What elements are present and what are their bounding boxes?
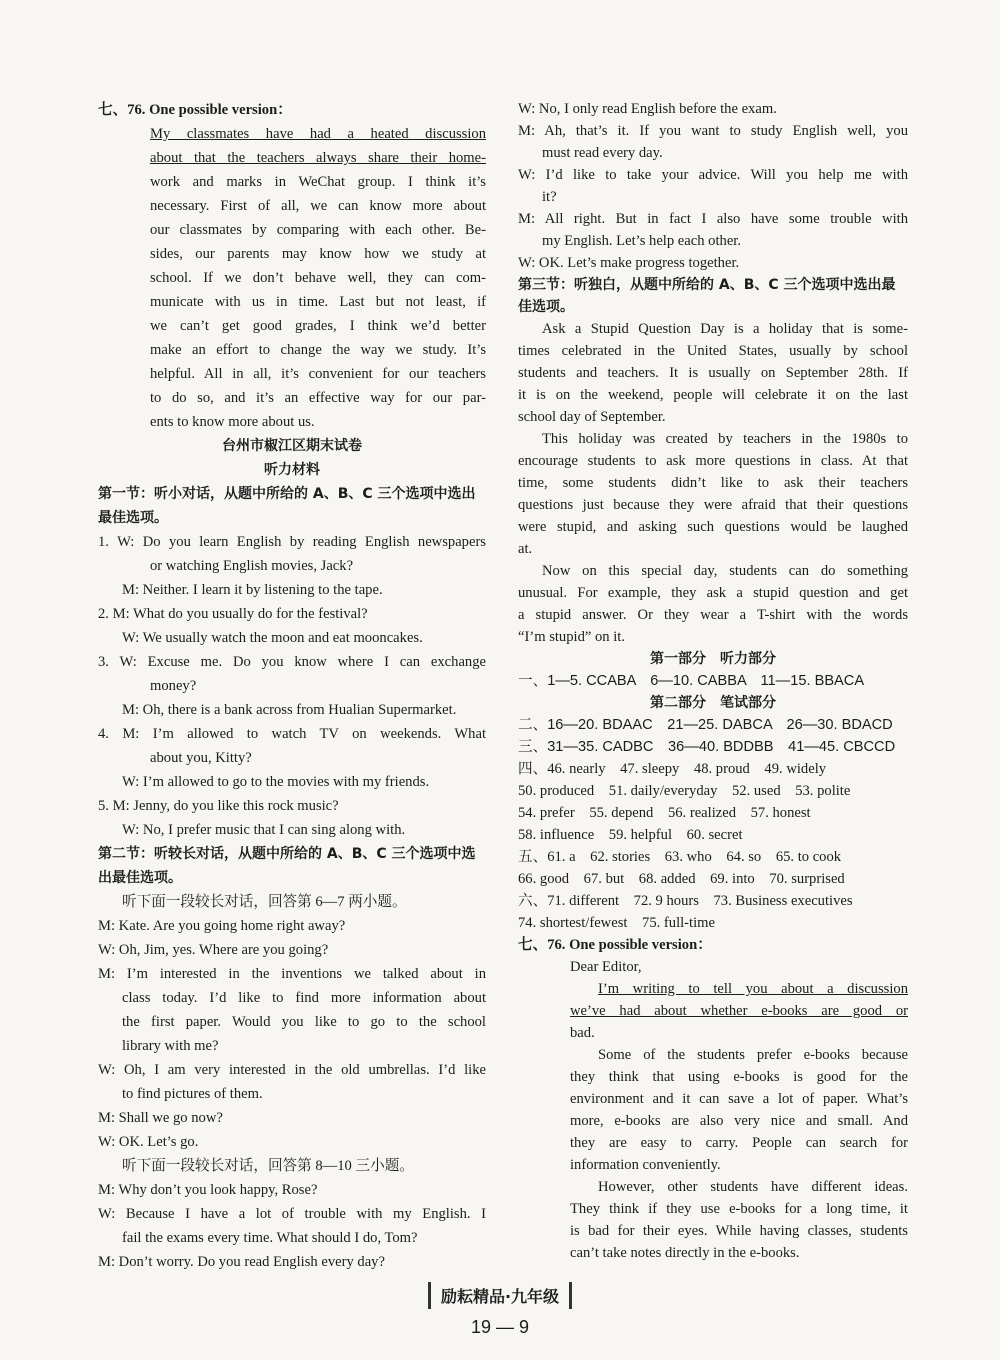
right-text-line: environment and it can save a lot of paper. What’s [570, 1091, 908, 1107]
left-text-line: 3. W: Excuse me. Do you know where I can exchange [98, 654, 486, 670]
right-text-line: 六、71. different 72. 9 hours 73. Business executives [518, 893, 853, 909]
right-text-line: Some of the students prefer e-books because [598, 1047, 908, 1063]
left-text-line: 4. M: I’m allowed to watch TV on weekends. What [98, 726, 486, 742]
right-text-line: M: All right. But in fact I also have some trouble with [518, 211, 908, 227]
left-text-line: to do so, and it’s an effective way for our par- [150, 390, 486, 406]
left-text-line: M: Shall we go now? [98, 1110, 223, 1126]
right-text-line: However, other students have different ideas. [598, 1179, 908, 1195]
left-text-line: 2. M: What do you usually do for the festival? [98, 606, 368, 622]
left-text-line: M: Kate. Are you going home right away? [98, 918, 346, 934]
right-text-line: were stupid, and asking such questions would be laughed [518, 519, 908, 535]
right-column [518, 98, 908, 1264]
right-text-line: 七、76. One possible version： [518, 937, 712, 953]
left-text-line: M: Don’t worry. Do you read English every day? [98, 1254, 385, 1270]
right-text-line: a stupid answer. Or they wear a T-shirt with the words [518, 607, 908, 623]
right-text-line: they think that using e-books is good for the [570, 1069, 908, 1085]
right-text-line: school day of September. [518, 409, 666, 425]
right-text-line: 五、61. a 62. stories 63. who 64. so 65. to cook [518, 849, 842, 865]
right-text-line: is bad for their eyes. While having classes, students [570, 1223, 908, 1239]
left-column [98, 98, 486, 1274]
right-text-line: bad. [570, 1025, 595, 1041]
left-text-line: M: Oh, there is a bank across from Hualian Supermarket. [122, 702, 457, 718]
left-text-line: M: Neither. I learn it by listening to the tape. [122, 582, 383, 598]
left-text-line: helpful. All in all, it’s convenient for our teachers [150, 366, 486, 382]
right-text-line: W: I’d like to take your advice. Will you help me with [518, 167, 908, 183]
left-text-line: 听下面一段较长对话，回答第 8—10 三小题。 [122, 1158, 414, 1174]
left-text-line: to find pictures of them. [122, 1086, 263, 1102]
left-text-line: money? [150, 678, 197, 694]
left-text-line: W: Because I have a lot of trouble with my English. I [98, 1206, 486, 1222]
page-number: 19 — 9 [470, 1317, 530, 1337]
left-text-line: 听力材料 [264, 462, 320, 478]
left-text-line: necessary. First of all, we can know more about [150, 198, 486, 214]
left-text-line: 第一节：听小对话，从题中所给的 A、B、C 三个选项中选出 [98, 486, 476, 502]
right-text-line: “I’m stupid” on it. [518, 629, 626, 645]
right-text-line: encourage students to ask more questions in class. At that [518, 453, 908, 469]
left-text-line: W: Oh, Jim, yes. Where are you going? [98, 942, 329, 958]
left-text-line: we can’t get good grades, I think we’d better [150, 318, 486, 334]
right-text-line: 第一部分 听力部分 [650, 651, 776, 667]
right-text-line: I’m writing to tell you about a discussion [598, 981, 908, 997]
left-text-line: make an effort to change the way we study. It’s [150, 342, 486, 358]
right-text-line: information conveniently. [570, 1157, 721, 1173]
right-text-line: 58. influence 59. helpful 60. secret [518, 827, 743, 843]
left-text-line: sides, our parents may know how we study at [150, 246, 486, 262]
right-text-line: my English. Let’s help each other. [542, 233, 741, 249]
left-text-line: or watching English movies, Jack? [150, 558, 354, 574]
left-text-line: about that the teachers always share their home- [150, 150, 486, 166]
right-text-line: we’ve had about whether e-books are good or [570, 1003, 908, 1019]
right-text-line: 50. produced 51. daily/everyday 52. used 53. polite [518, 783, 851, 799]
right-text-line: W: No, I only read English before the exam. [518, 101, 777, 117]
right-text-line: 第二部分 笔试部分 [650, 695, 776, 711]
right-text-line: more, e-books are also very nice and small. And [570, 1113, 908, 1129]
brand-label: 励耘精品·九年级 [428, 1282, 572, 1309]
right-text-line: questions just because they were afraid that their questions [518, 497, 908, 513]
left-text-line: fail the exams every time. What should I do, Tom? [122, 1230, 418, 1246]
right-text-line: time, some students didn’t like to ask their teachers [518, 475, 908, 491]
left-text-line: 5. M: Jenny, do you like this rock music? [98, 798, 339, 814]
right-text-line: they are easy to carry. People can search for [570, 1135, 908, 1151]
right-text-line: This holiday was created by teachers in the 1980s to [542, 431, 908, 447]
right-text-line: 第三节：听独白，从题中所给的 A、B、C 三个选项中选出最 [518, 277, 896, 293]
left-text-line: W: OK. Let’s go. [98, 1134, 199, 1150]
left-text-line: 最佳选项。 [98, 510, 168, 526]
right-text-line: W: OK. Let’s make progress together. [518, 255, 740, 271]
right-text-line: times celebrated in the United States, usually by school [518, 343, 908, 359]
left-text-line: 听下面一段较长对话，回答第 6—7 两小题。 [122, 894, 407, 910]
left-text-line: work and marks in WeChat group. I think it’s [150, 174, 486, 190]
left-text-line: W: Oh, I am very interested in the old umbrellas. I’d like [98, 1062, 486, 1078]
left-text-line: 出最佳选项。 [98, 870, 182, 886]
left-text-line: M: I’m interested in the inventions we talked about in [98, 966, 486, 982]
right-text-line: 四、46. nearly 47. sleepy 48. proud 49. widely [518, 761, 827, 777]
page-footer [0, 1282, 1000, 1338]
left-text-line: municate with us in time. Last but not least, if [150, 294, 486, 310]
right-text-line: unusual. For example, they ask a stupid question and get [518, 585, 908, 601]
right-text-line: They think if they use e-books for a long time, it [570, 1201, 908, 1217]
right-text-line: 三、31—35. CADBC 36—40. BDDBB 41—45. CBCCD [518, 739, 896, 755]
right-text-line: M: Ah, that’s it. If you want to study English well, you [518, 123, 908, 139]
left-text-line: school. If we don’t behave well, they can com- [150, 270, 486, 286]
left-text-line: 第二节：听较长对话，从题中所给的 A、B、C 三个选项中选 [98, 846, 476, 862]
left-text-line: W: I’m allowed to go to the movies with my friends. [122, 774, 430, 790]
right-text-line: must read every day. [542, 145, 663, 161]
left-text-line: My classmates have had a heated discussion [150, 126, 486, 142]
right-text-line: can’t take notes directly in the e-books. [570, 1245, 800, 1261]
right-text-line: 佳选项。 [518, 299, 574, 315]
right-text-line: 66. good 67. but 68. added 69. into 70. surprised [518, 871, 845, 887]
left-text-line: 七、76. One possible version： [98, 102, 292, 118]
right-text-line: Ask a Stupid Question Day is a holiday that is some- [542, 321, 908, 337]
left-text-line: ents to know more about us. [150, 414, 315, 430]
left-text-line: W: No, I prefer music that I can sing along with. [122, 822, 406, 838]
left-text-line: class today. I’d like to find more information about [122, 990, 486, 1006]
right-text-line: it is on the weekend, people will celebrate it on the last [518, 387, 908, 403]
right-text-line: Now on this special day, students can do something [542, 563, 908, 579]
right-text-line: 74. shortest/fewest 75. full-time [518, 915, 715, 931]
left-text-line: W: We usually watch the moon and eat mooncakes. [122, 630, 423, 646]
right-text-line: at. [518, 541, 533, 557]
right-text-line: Dear Editor, [570, 959, 642, 975]
right-text-line: 一、1—5. CCABA 6—10. CABBA 11—15. BBACA [518, 673, 865, 689]
left-text-line: our classmates by comparing with each other. Be- [150, 222, 486, 238]
left-text-line: M: Why don’t you look happy, Rose? [98, 1182, 318, 1198]
left-text-line: 台州市椒江区期末试卷 [222, 438, 362, 454]
left-text-line: about you, Kitty? [150, 750, 252, 766]
left-text-line: library with me? [122, 1038, 219, 1054]
left-text-line: the first paper. Would you like to go to the school [122, 1014, 486, 1030]
right-text-line: 二、16—20. BDAAC 21—25. DABCA 26—30. BDACD [518, 717, 893, 733]
right-text-line: 54. prefer 55. depend 56. realized 57. honest [518, 805, 811, 821]
right-text-line: it? [542, 189, 557, 205]
left-text-line: 1. W: Do you learn English by reading English newspapers [98, 534, 486, 550]
right-text-line: students and teachers. It is usually on September 28th. If [518, 365, 908, 381]
